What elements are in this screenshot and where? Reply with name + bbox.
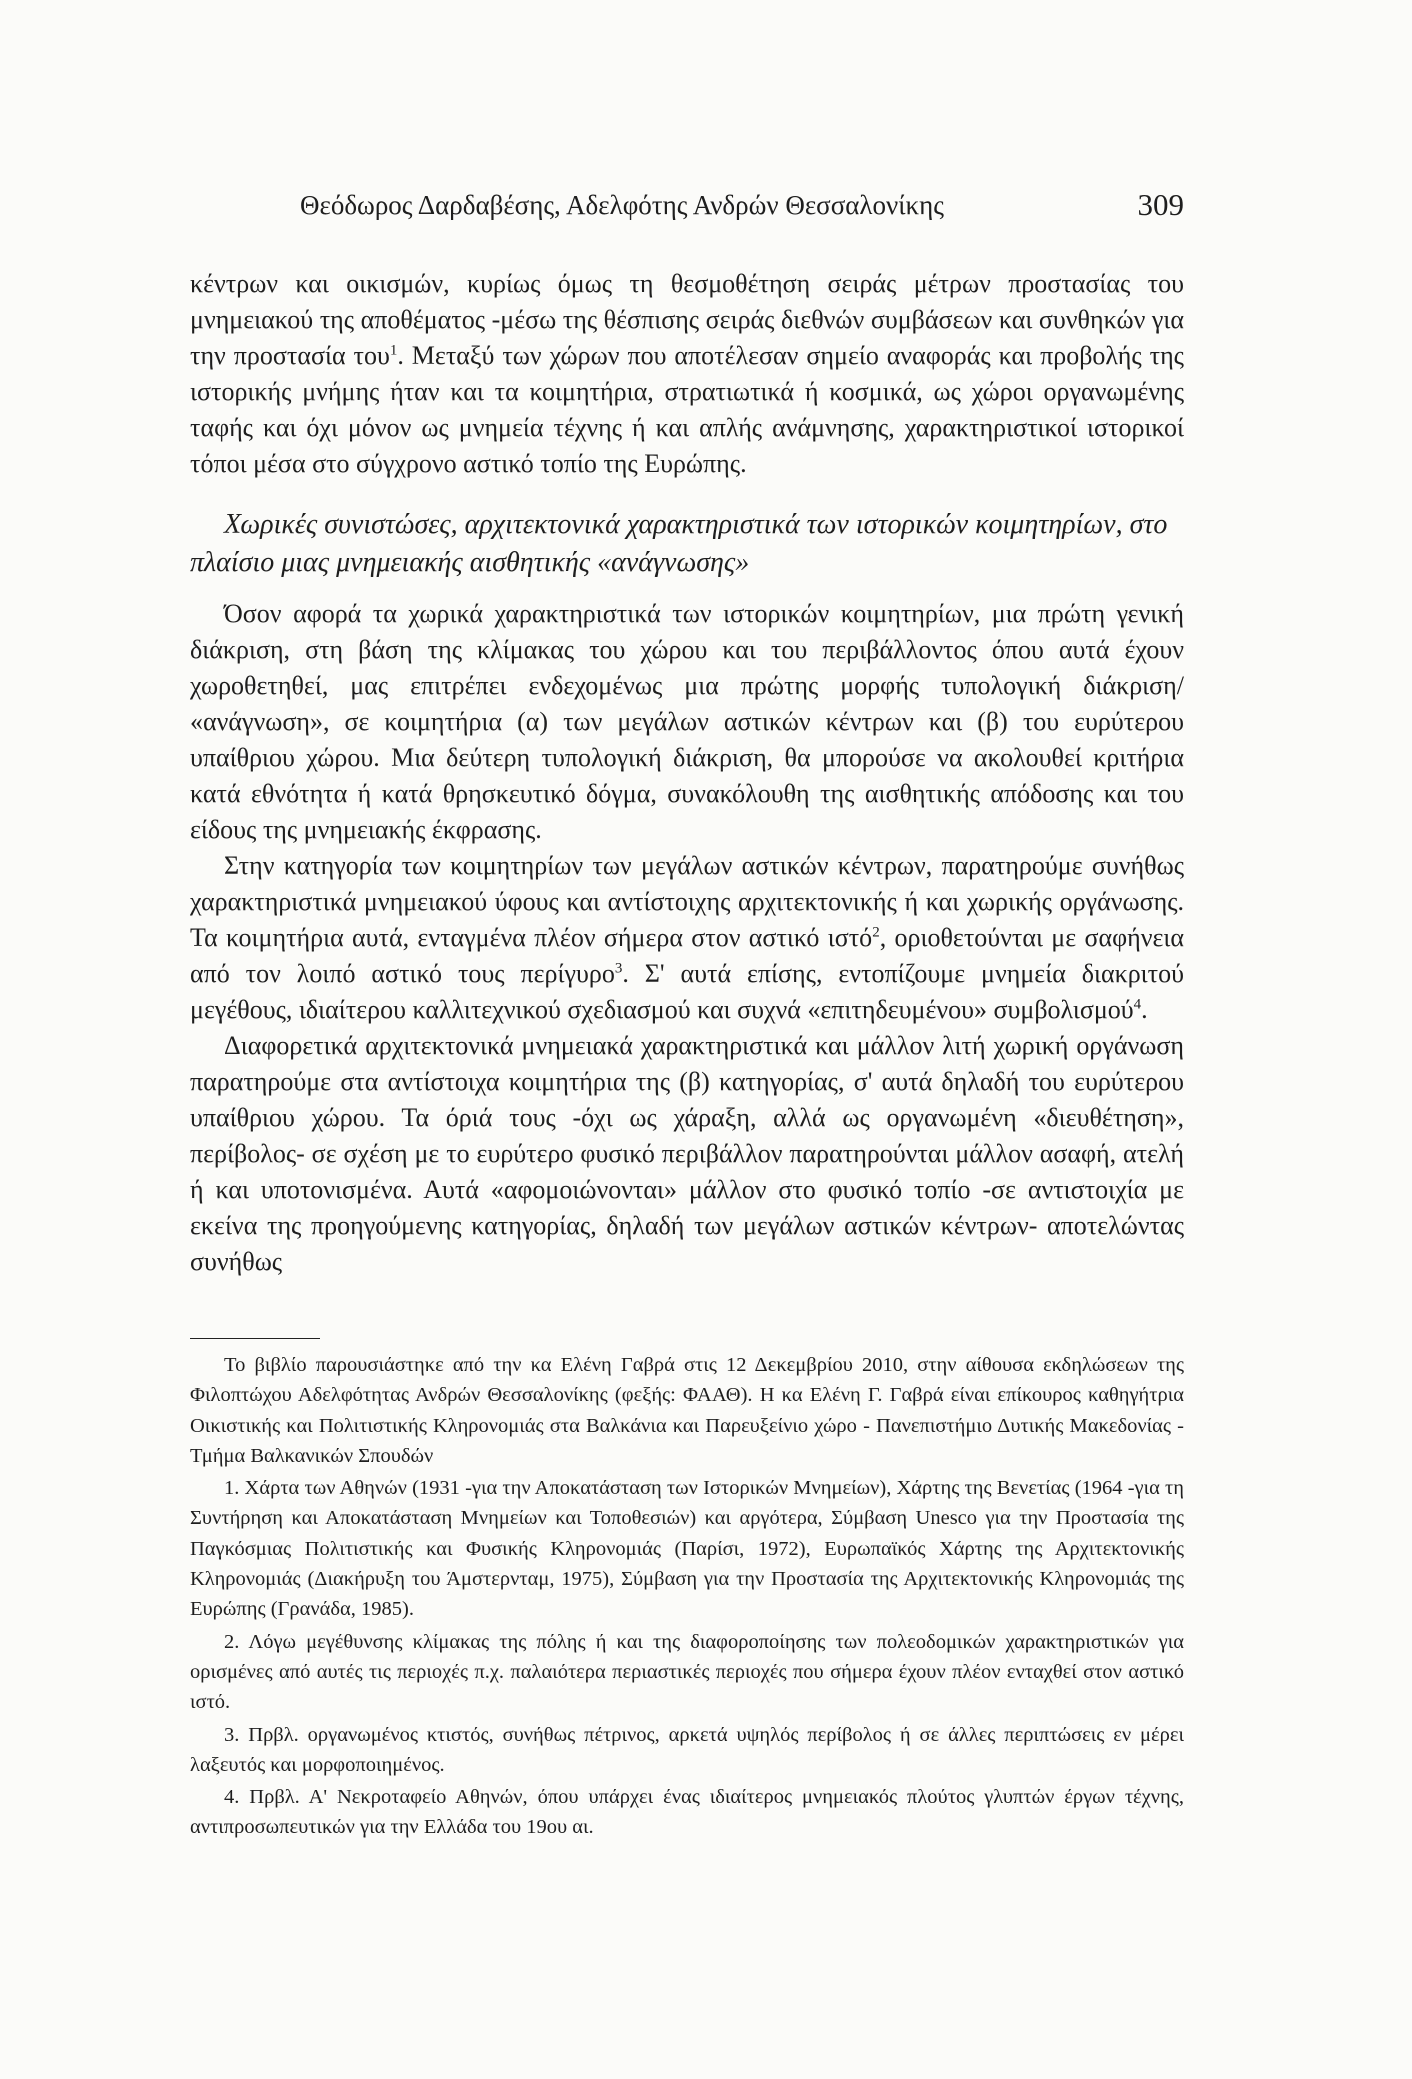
paragraph-1-text-a: κέντρων και οικισμών, κυρίως όμως τη θεσμοθέτηση σειράς μέτρων προστασίας του μνημειακού της αποθέματος -μέσω της θέσπισης σειράς διεθνών συμβάσεων και συνθηκών για την προστασία του (190, 269, 1184, 370)
footnote-ref-2: 2 (872, 924, 880, 941)
footnote-ref-3: 3 (614, 960, 623, 977)
paragraph-3-text-d: . (1141, 995, 1148, 1024)
paragraph-3-text-b: , οριοθετούνται με σαφήνεια από τον λοιπό αστικό τους περίγυρο (190, 923, 1184, 988)
paragraph-1 (190, 266, 1184, 482)
paragraph-3-text-c: . Σ' αυτά επίσης, εντοπίζουμε μνημεία διακριτού μεγέθους, ιδιαίτερου καλλιτεχνικού σχεδιασμού και συχνά «επιτηδευμένου» συμβολισμού (190, 959, 1184, 1024)
footnote-1: 1. Χάρτα των Αθηνών (1931 -για την Αποκατάσταση των Ιστορικών Μνημείων), Χάρτης της Βενετίας (1964 -για τη Συντήρηση και Αποκατάσταση Μνημείων και Τοποθεσιών) και αργότερα, Σύμβαση Unesco για την Προστασία της Παγκόσμιας Πολιτιστικής και Φυσικής Κληρονομιάς (Παρίσι, 1972), Ευρωπαϊκός Χάρτης της Αρχιτεκτονικής Κληρονομιάς (Διακήρυξη του Άμστερνταμ, 1975), Σύμβαση για την Προστασία της Αρχιτεκτονικής Κληρονομιάς της Ευρώπης (Γρανάδα, 1985). (190, 1477, 1184, 1621)
paragraph-2: Όσον αφορά τα χωρικά χαρακτηριστικά των ιστορικών κοιμητηρίων, μια πρώτη γενική διάκριση, στη βάση της κλίμακας του χώρου και του περιβάλλοντος όπου αυτά έχουν χωροθετηθεί, μας επιτρέπει ενδεχομένως μια πρώτης μορφής τυπολογική διάκριση/ «ανάγνωση», σε κοιμητήρια (α) των μεγάλων αστικών κέντρων και (β) του ευρύτερου υπαίθριου χώρου. Μια δεύτερη τυπολογική διάκριση, θα μπορούσε να ακολουθεί κριτήρια κατά εθνότητα ή κατά θρησκευτικό δόγμα, συνακόλουθη της αισθητικής απόδοσης και του είδους της μνημειακής έκφρασης. (190, 599, 1184, 844)
paragraph-4: Διαφορετικά αρχιτεκτονικά μνημειακά χαρακτηριστικά και μάλλον λιτή χωρική οργάνωση παρατηρούμε στα αντίστοιχα κοιμητήρια της (β) κατηγορίας, σ' αυτά δηλαδή του ευρύτερου υπαίθριου χώρου. Τα όριά τους -όχι ως χάραξη, αλλά ως οργανωμένη «διευθέτηση», περίβολος- σε σχέση με το ευρύτερο φυσικό περιβάλλον παρατηρούνται μάλλον ασαφή, ατελή ή και υποτονισμένα. Αυτά «αφομοιώνονται» μάλλον στο φυσικό τοπίο -σε αντιστοιχία με εκείνα της προηγούμενης κατηγορίας, δηλαδή των μεγάλων αστικών κέντρων- αποτελώντας συνήθως (190, 1031, 1184, 1276)
footnote-separator (190, 1338, 320, 1339)
footnote-4: 4. Πρβλ. Α' Νεκροταφείο Αθηνών, όπου υπάρχει ένας ιδιαίτερος μνημειακός πλούτος γλυπτών έργων τέχνης, αντιπροσωπευτικών για την Ελλάδα του 19ου αι. (190, 1786, 1184, 1839)
footnote-3: 3. Πρβλ. οργανωμένος κτιστός, συνήθως πέτρινος, αρκετά υψηλός περίβολος ή σε άλλες περιπτώσεις εν μέρει λαξευτός και μορφοποιημένος. (190, 1723, 1184, 1776)
footnote-ref-1: 1 (389, 342, 398, 359)
main-text (190, 266, 1184, 1280)
footnotes (190, 1350, 1184, 1845)
section-heading: Χωρικές συνιστώσες, αρχιτεκτονικά χαρακτηριστικά των ιστορικών κοιμητηρίων, στο πλαίσιο μιας μνημειακής αισθητικής «ανάγνωσης» (190, 509, 1168, 578)
footnote-intro: Το βιβλίο παρουσιάστηκε από την κα Ελένη Γαβρά στις 12 Δεκεμβρίου 2010, στην αίθουσα εκδηλώσεων της Φιλοπτώχου Αδελφότητας Ανδρών Θεσσαλονίκης (φεξής: ΦΑΑΘ). Η κα Ελένη Γ. Γαβρά είναι επίκουρος καθηγήτρια Οικιστικής και Πολιτιστικής Κληρονομιάς στα Βαλκάνια και Παρευξείνιο χώρο - Πανεπιστήμιο Δυτικής Μακεδονίας - Τμήμα Βαλκανικών Σπουδών (190, 1354, 1184, 1467)
footnote-2: 2. Λόγω μεγέθυνσης κλίμακας της πόλης ή και της διαφοροποίησης των πολεοδομικών χαρακτηριστικών για ορισμένες από αυτές τις περιοχές π.χ. παλαιότερα περιαστικές περιοχές που σήμερα έχουν πλέον ενταχθεί στον αστικό ιστό. (190, 1630, 1184, 1714)
page-number: 309 (1137, 187, 1184, 222)
paragraph-3-text-a: Στην κατηγορία των κοιμητηρίων των μεγάλων αστικών κέντρων, παρατηρούμε συνήθως χαρακτηριστικά μνημειακού ύφους και αντίστοιχης αρχιτεκτονικής ή και χωρικής οργάνωσης. Τα κοιμητήρια αυτά, ενταγμένα πλέον σήμερα στον αστικό ιστό (190, 851, 1184, 952)
paragraph-3 (190, 848, 1184, 1028)
footnote-ref-4: 4 (1133, 996, 1142, 1013)
paragraph-1-text-b: . Μεταξύ των χώρων που αποτέλεσαν σημείο αναφοράς και προβολής της ιστορικής μνήμης ήταν και τα κοιμητήρια, στρατιωτικά ή κοσμικά, ως χώροι οργανωμένης ταφής και όχι μόνον ως μνημεία τέχνης ή και απλής ανάμνησης, χαρακτηριστικοί ιστορικοί τόποι μέσα στο σύγχρονο αστικό τοπίο της Ευρώπης. (190, 341, 1184, 478)
running-head-title: Θεόδωρος Δαρδαβέσης, Αδελφότης Ανδρών Θεσσαλονίκης (300, 190, 944, 220)
